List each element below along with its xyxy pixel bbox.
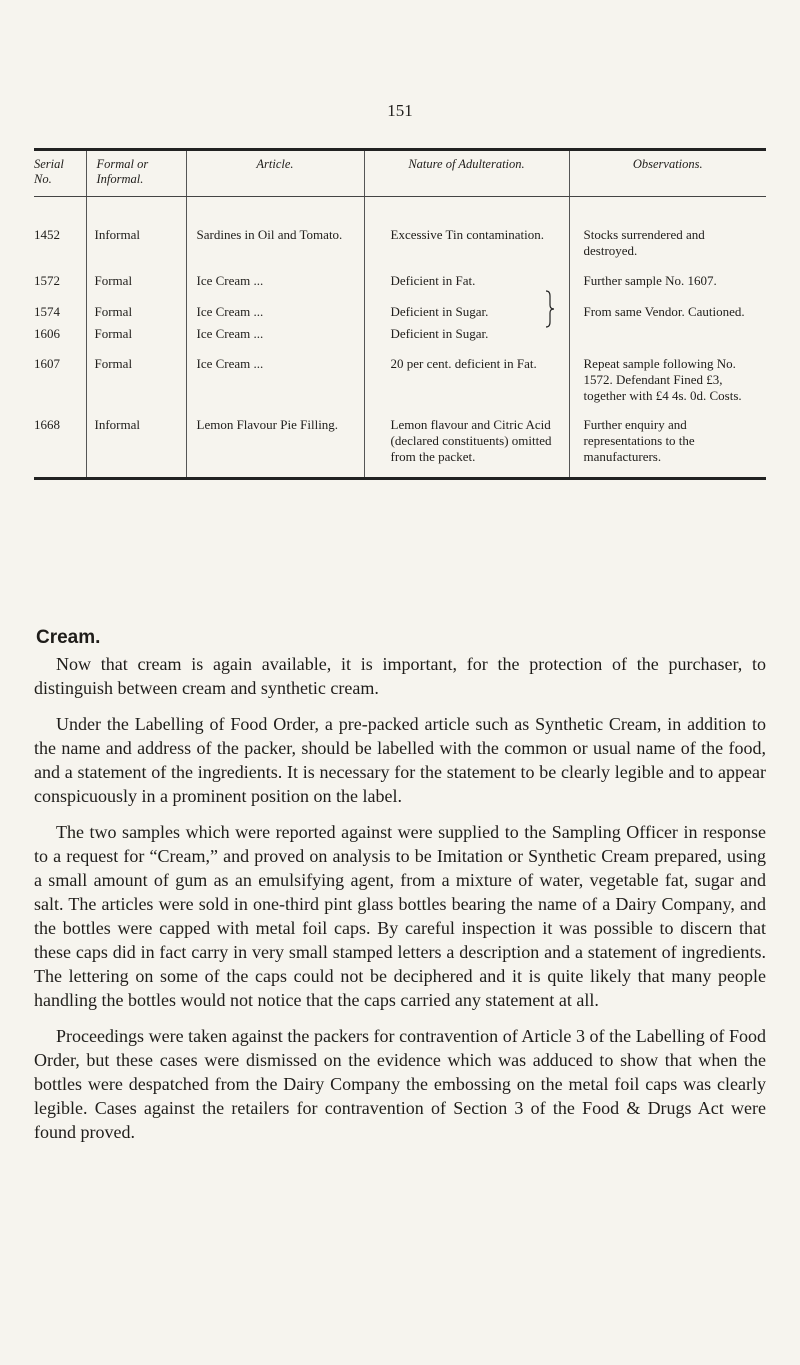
cell-nature: Lemon flavour and Citric Acid (declared constituents) omitted from the packet. — [364, 404, 569, 477]
table-row — [34, 342, 766, 404]
cell-nature: 20 per cent. deficient in Fat. — [364, 342, 569, 404]
article-1574: Ice Cream ... — [196, 304, 264, 319]
adulteration-table — [34, 148, 766, 480]
page-number: 151 — [387, 101, 413, 120]
cell-nature: Excessive Tin contamination. — [364, 197, 569, 260]
cell-serial: 1668 — [34, 417, 60, 432]
cell-formal: Formal — [86, 342, 186, 404]
nature-1606: Deficient in Sugar. — [390, 326, 489, 341]
cell-serial — [34, 289, 86, 342]
header-observations: Observations. — [569, 151, 766, 197]
cell-article: Ice Cream ... — [186, 342, 364, 404]
serial-1606: 1606 — [34, 326, 60, 341]
table-row — [34, 404, 766, 477]
cell-formal: Informal — [86, 197, 186, 260]
cell-formal: Formal — [86, 259, 186, 289]
table-bottom-rule — [34, 477, 766, 480]
cell-article: Lemon Flavour Pie Filling. — [186, 404, 364, 477]
table-header-row — [34, 151, 766, 197]
paragraph: Under the Labelling of Food Order, a pre-packed article such as Synthetic Cream, in addition to the name and address of the packer, should be labelled with the common or usual name of the food, and a statement of the ingredients. It is necessary for the statement to be clearly legible and to appear conspicuously in a prominent position on the label. — [34, 714, 766, 806]
paragraph: Proceedings were taken against the packers for contravention of Article 3 of the Labelling of Food Order, but these cases were dismissed on the evidence which was adduced to show that when the bottles were despatched from the Dairy Company the embossing on the metal foil caps was clearly legible. Cases against the retailers for contravention of Section 3 of the Food & Drugs Act were found proved. — [34, 1026, 766, 1142]
cell-observations: Further sample No. 1607. — [569, 259, 766, 289]
formal-1574: Formal — [94, 304, 133, 319]
cell-observations: From same Vendor. Cautioned. — [569, 289, 766, 342]
cell-article: Sardines in Oil and Tomato. — [186, 197, 364, 260]
table-row — [34, 197, 766, 260]
cell-observations: Repeat sample following No. 1572. Defendant Fined £3, together with £4 4s. 0d. Costs. — [569, 342, 766, 404]
table-row — [34, 259, 766, 289]
cell-formal — [86, 289, 186, 342]
article-1606: Ice Cream ... — [196, 326, 264, 341]
cell-nature — [364, 289, 569, 342]
paragraph: Now that cream is again available, it is important, for the protection of the purchaser, to distinguish between cream and synthetic cream. — [34, 654, 766, 698]
right-brace-icon — [545, 289, 555, 329]
header-article: Article. — [186, 151, 364, 197]
header-formal: Formal or Informal. — [86, 151, 186, 197]
formal-1606: Formal — [94, 326, 133, 341]
cell-article: Ice Cream ... — [186, 259, 364, 289]
cell-article — [186, 289, 364, 342]
cell-formal: Informal — [86, 404, 186, 477]
cell-nature: Deficient in Fat. — [364, 259, 569, 289]
cell-serial: 1572 — [34, 273, 60, 288]
serial-1574: 1574 — [34, 304, 60, 319]
table-row — [34, 289, 766, 342]
section-body — [34, 652, 766, 1156]
cell-serial: 1607 — [34, 356, 60, 371]
cell-serial: 1452 — [34, 227, 60, 242]
paragraph: The two samples which were reported against were supplied to the Sampling Officer in response to a request for “Cream,” and proved on analysis to be Imitation or Synthetic Cream prepared, using a small amount of gum as an emulsifying agent, from a mixture of water, vegetable fat, sugar and salt. The articles were sold in one-third pint glass bottles bearing the name of a Dairy Company, and the bottles were capped with metal foil caps. By careful inspection it was possible to discern that these caps did in fact carry in very small stamped letters a description and a statement of ingredients. The lettering on some of the caps could not be deciphered and it is quite likely that many people handling the bottles would not notice that the caps carried any statement at all. — [34, 822, 766, 1010]
header-serial: Serial No. — [34, 151, 86, 197]
section-heading: Cream. — [36, 627, 101, 648]
cell-observations: Further enquiry and representations to the manufacturers. — [569, 404, 766, 477]
header-nature: Nature of Adulteration. — [364, 151, 569, 197]
cell-observations: Stocks surrendered and destroyed. — [569, 197, 766, 260]
nature-1574: Deficient in Sugar. — [390, 304, 489, 319]
